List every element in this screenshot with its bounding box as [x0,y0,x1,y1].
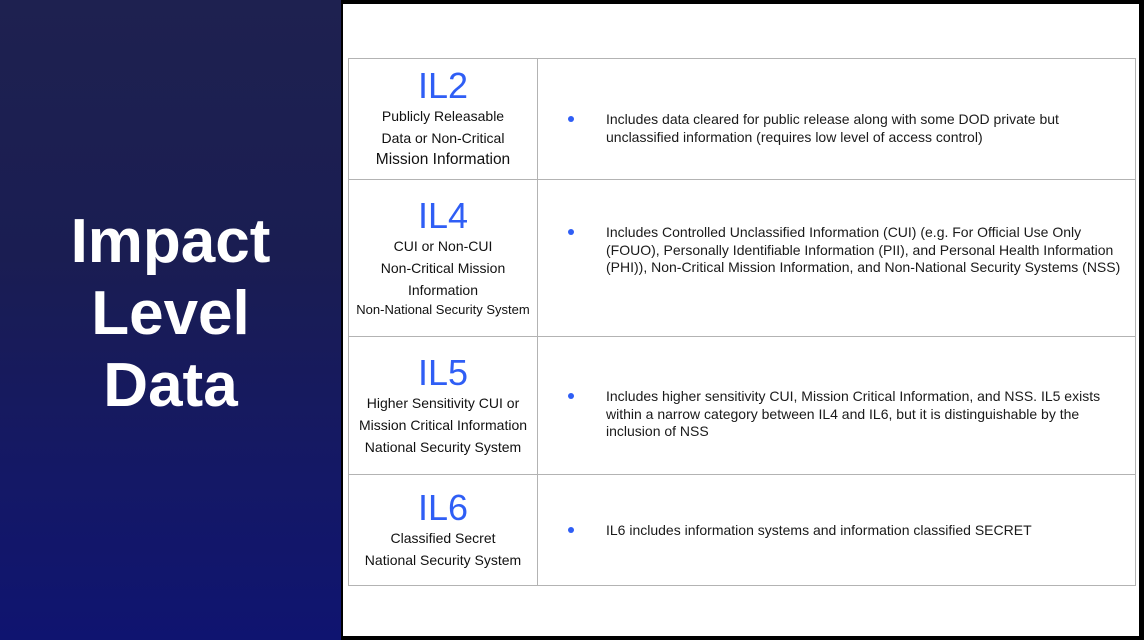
table-row-il6 [349,475,1136,586]
level-desc-line: Publicly Releasable [381,108,505,124]
level-desc-line: Higher Sensitivity CUI or [366,394,520,411]
level-cell [349,337,538,475]
level-desc-line: National Security System [364,438,522,455]
level-cell [349,475,538,586]
level-desc-line: Mission Critical Information [358,416,528,433]
level-desc-line: Non-National Security System [356,302,530,317]
impact-level-table [348,58,1136,586]
sidebar-title-line: Level [91,279,250,348]
bullet-dot-icon [568,527,574,533]
bullet-text: IL6 includes information systems and information classified SECRET [606,522,1032,538]
bullet-text: Includes higher sensitivity CUI, Mission Critical Information, and NSS. IL5 exists within a narrow category between IL4 and IL6, but it is distinguishable by the inclusion of NSS [606,388,1101,439]
bullet-item [538,522,1135,540]
description-cell [538,59,1136,180]
table-row-il4 [349,180,1136,337]
level-code: IL4 [417,195,469,236]
level-desc-line: National Security System [364,552,522,568]
bullet-dot-icon [568,116,574,122]
bullet-dot-icon [568,229,574,235]
bullet-dot-icon [568,393,574,399]
level-code: IL5 [417,351,469,393]
bullet-text: Includes Controlled Unclassified Information (CUI) (e.g. For Official Use Only (FOUO), Personally Identifiable Information (PII), and Personal Health Information (PHI)), Non-Critical Mission Information, and Non-National Security Systems (NSS) [606,224,1121,275]
sidebar-title-line: Impact [70,207,271,276]
bullet-item [538,388,1135,441]
level-desc-line: Data or Non-Critical [381,130,505,146]
sidebar-title-line: Data [103,351,238,420]
level-desc-line: Information [407,282,479,298]
level-cell [349,180,538,337]
level-cell [349,59,538,180]
sidebar-panel [0,0,341,640]
level-desc-line: Mission Information [375,151,511,168]
bullet-text: Includes data cleared for public release along with some DOD private but unclassified information (requires low level of access control) [606,111,1059,145]
level-desc-line: Non-Critical Mission [380,260,506,276]
bullet-item [538,224,1135,277]
table-row-il2 [349,59,1136,180]
sidebar-title [71,206,271,422]
content-panel [343,4,1139,636]
description-cell [538,180,1136,337]
level-desc-line: Classified Secret [390,530,496,546]
table-row-il5 [349,337,1136,475]
level-code: IL6 [417,487,469,528]
level-code: IL2 [417,65,469,106]
bullet-item [538,111,1135,146]
level-desc-line: CUI or Non-CUI [393,238,493,254]
description-cell [538,475,1136,586]
description-cell [538,337,1136,475]
